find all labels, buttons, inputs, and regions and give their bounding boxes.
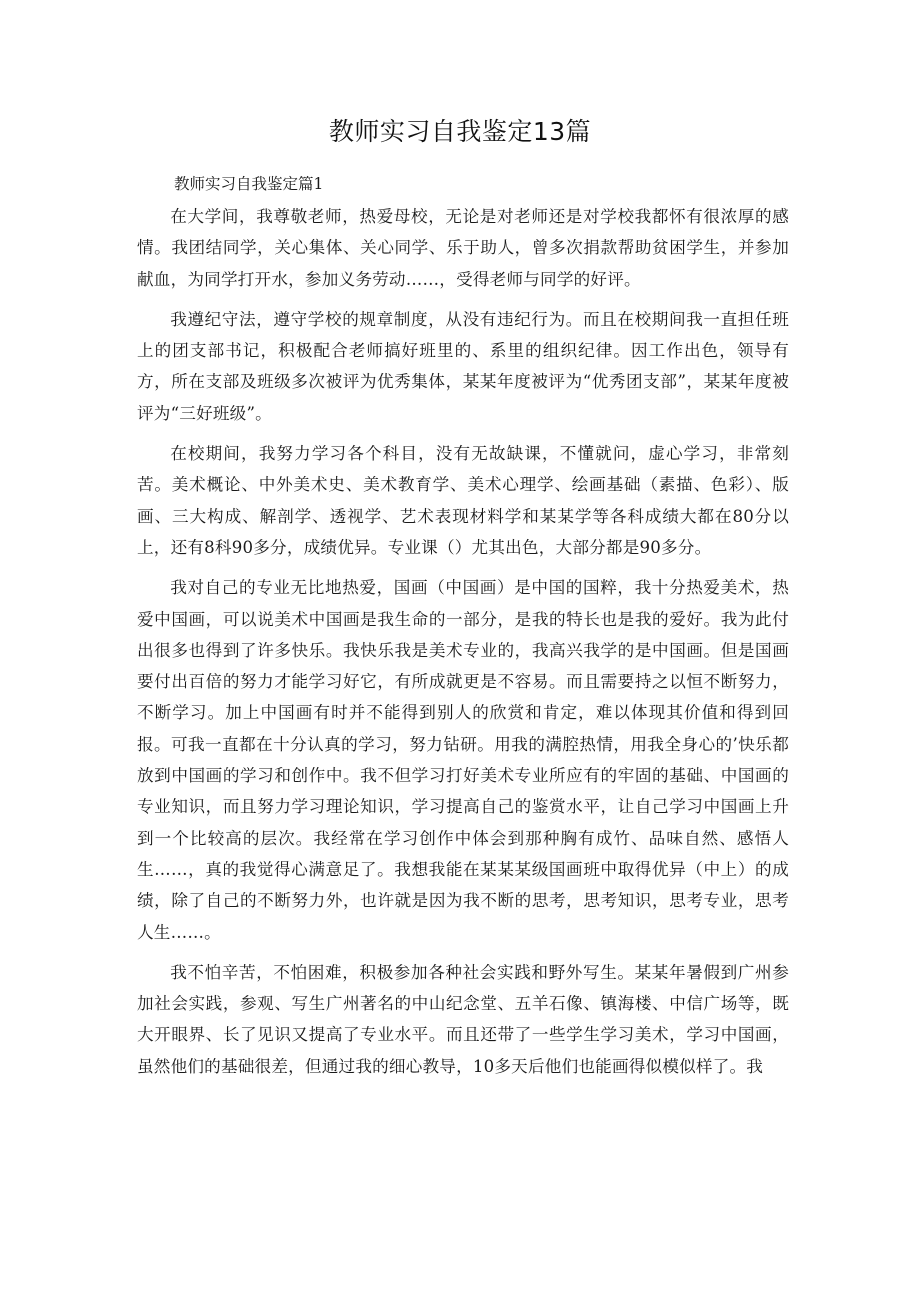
paragraph-4: 我对自己的专业无比地热爱，国画（中国画）是中国的国粹，我十分热爱美术，热爱中国画，可以说美术中国画是我生命的一部分，是我的特长也是我的爱好。我为此付出很多也得到了许多快乐。我快乐我是美术专业的，我高兴我学的是中国画。但是国画要付出百倍的努力才能学习好它，有所成就更是不容易。而且需要持之以恒不断努力，不断学习。加上中国画有时并不能得到别人的欣赏和肯定，难以体现其价值和得到回报。可我一直都在十分认真的学习，努力钻研。用我的满腔热情，用我全身心的’快乐都放到中国画的学习和创作中。我不但学习打好美术专业所应有的牢固的基础、中国画的专业知识，而且努力学习理论知识，学习提高自己的鉴赏水平，让自己学习中国画上升到一个比较高的层次。我经常在学习创作中体会到那种胸有成竹、品味自然、感悟人生……，真的我觉得心满意足了。我想我能在某某某级国画班中取得优异（中上）的成绩，除了自己的不断努力外，也许就是因为我不断的思考，思考知识，思考专业，思考人生……。 [137, 578, 789, 942]
paragraph-5: 我不怕辛苦，不怕困难，积极参加各种社会实践和野外写生。某某年暑假到广州参加社会实践，参观、写生广州著名的中山纪念堂、五羊石像、镇海楼、中信广场等，既大开眼界、长了见识又提高了专业水平。而且还带了一些学生学习美术，学习中国画，虽然他们的基础很差，但通过我的细心教导，10多天后他们也能画得似模似样了。我 [137, 962, 789, 1076]
section-heading: 教师实习自我鉴定篇1 [174, 175, 324, 193]
document-title: 教师实习自我鉴定13篇 [328, 117, 592, 146]
paragraph-3: 在校期间，我努力学习各个科目，没有无故缺课，不懂就问，虚心学习，非常刻苦。美术概论、中外美术史、美术教育学、美术心理学、绘画基础（素描、色彩）、版画、三大构成、解剖学、透视学、艺术表现材料学和某某学等各科成绩大都在80分以上，还有8科90多分，成绩优异。专业课（）尤其出色，大部分都是90多分。 [137, 444, 789, 557]
paragraph-2: 我遵纪守法，遵守学校的规章制度，从没有违纪行为。而且在校期间我一直担任班上的团支部书记，积极配合老师搞好班里的、系里的组织纪律。因工作出色，领导有方，所在支部及班级多次被评为优秀集体，某某年度被评为“优秀团支部”，某某年度被评为“三好班级”。 [137, 309, 789, 423]
document-body [137, 201, 789, 1091]
paragraph-1: 在大学间，我尊敬老师，热爱母校，无论是对老师还是对学校我都怀有很浓厚的感情。我团结同学，关心集体、关心同学、乐于助人，曾多次捐款帮助贫困学生，并参加献血，为同学打开水，参加义务劳动……，受得老师与同学的好评。 [137, 207, 789, 289]
